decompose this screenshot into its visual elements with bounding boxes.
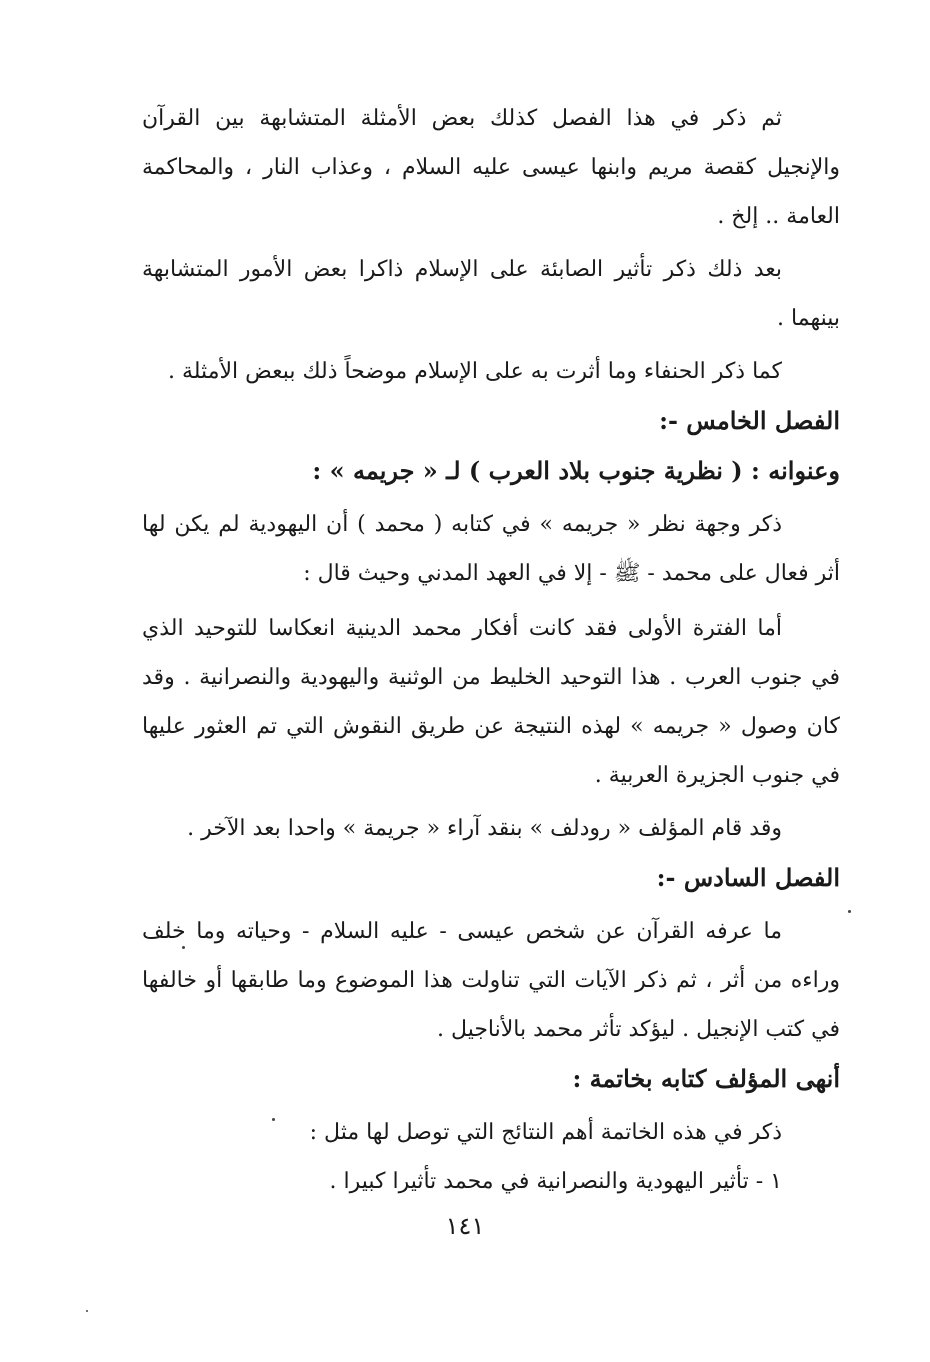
paragraph-sabians: بعد ذلك ذكر تأثير الصابئة على الإسلام ذاكرا بعض الأمور المتشابهة بينهما . [142,257,840,331]
heading-chapter-six: الفصل السادس -: [656,863,840,892]
scan-speck [848,910,851,913]
heading-conclusion: أنهى المؤلف كتابه بخاتمة : [572,1064,840,1093]
paragraph-first-period: أما الفترة الأولى فقد كانت أفكار محمد الدينية انعكاسا للتوحيد الذي في جنوب العرب . هذا التوحيد الخليط من الوثنية واليهودية والنصرانية . وقد كان وصول « جريمه » لهذه النتيجة عن طريق النقوش التي تم العثور عليها في جنوب الجزيرة العربية . [142,616,840,788]
paragraph-grimme-view: ذكر وجهة نظر « جريمه » في كتابه ( محمد ) أن اليهودية لم يكن لها أثر فعال على محمد - ﷺ - إلا في العهد المدني وحيث قال : [142,512,840,586]
scan-speck [86,1310,88,1312]
body-text [142,94,840,1206]
scan-speck [272,1118,275,1121]
scan-speck [182,946,185,949]
page-number: ١٤١ [445,1212,485,1240]
paragraph-rudolph-critique: وقد قام المؤلف « رودلف » بنقد آراء « جريمة » واحدا بعد الآخر . [187,816,782,841]
paragraph-jesus-in-quran: ما عرفه القرآن عن شخص عيسى - عليه السلام - وحياته وما خلف وراءه من أثر ، ثم ذكر الآيات التي تناولت هذا الموضوع وما طابقها أو خالفها في كتب الإنجيل . ليؤكد تأثر محمد بالأناجيل . [142,919,840,1042]
paragraph-conclusion-intro: ذكر في هذه الخاتمة أهم النتائج التي توصل لها مثل : [309,1120,782,1145]
paragraph-similar-examples: ثم ذكر في هذا الفصل كذلك بعض الأمثلة المتشابهة بين القرآن والإنجيل كقصة مريم وابنها عيسى عليه السلام ، وعذاب النار ، والمحاكمة العامة .. إلخ . [142,106,840,229]
heading-chapter-five: الفصل الخامس -: [659,406,840,435]
list-item-result-1: ١ - تأثير اليهودية والنصرانية في محمد تأثيرا كبيرا . [329,1169,782,1194]
heading-chapter-five-title: وعنوانه : ( نظرية جنوب بلاد العرب ) لـ « جريمه » : [312,456,840,485]
paragraph-hanifs: كما ذكر الحنفاء وما أثرت به على الإسلام موضحاً ذلك ببعض الأمثلة . [167,359,782,384]
